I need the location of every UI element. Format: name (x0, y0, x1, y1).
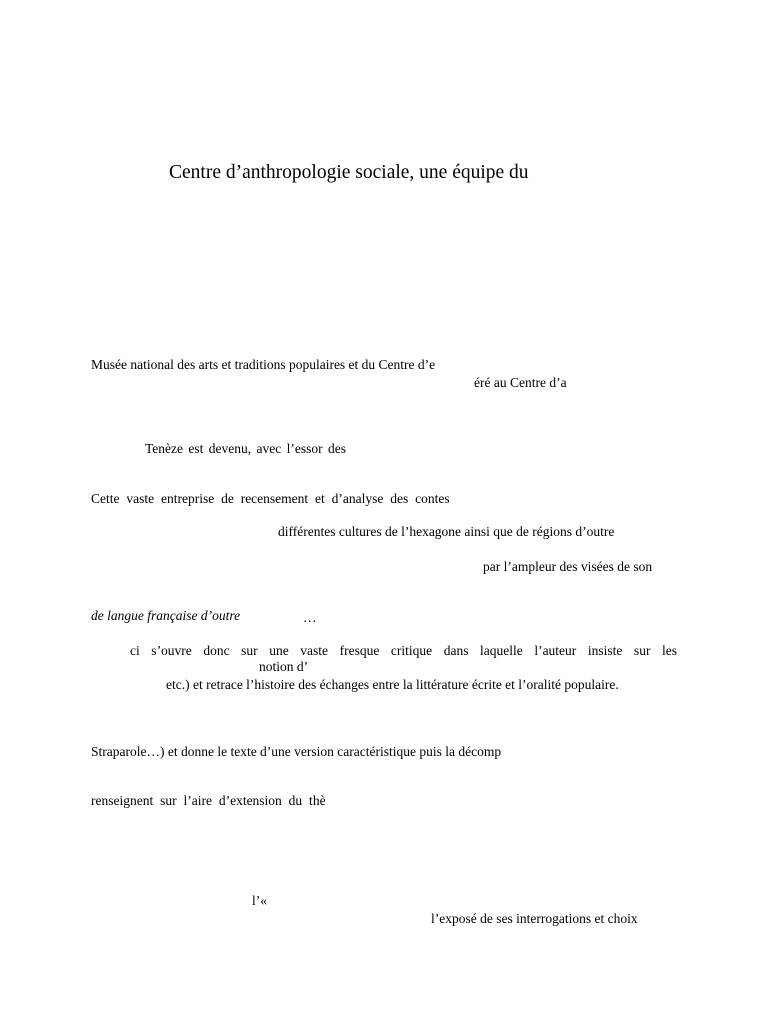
text-fragment: ci s’ouvre donc sur une vaste fresque critique dans laquelle l’auteur insiste sur les (130, 643, 677, 658)
text-fragment: Straparole…) et donne le texte d’une version caractéristique puis la décomp (91, 744, 502, 759)
text-fragment: renseignent sur l’aire d’extension du thè (91, 793, 326, 808)
text-fragment: … (303, 610, 317, 625)
text-fragment: Cette vaste entreprise de recensement et d’analyse des contes (91, 491, 450, 506)
text-fragment: etc.) et retrace l’histoire des échanges entre la littérature écrite et l’oralité populaire. (166, 677, 619, 692)
text-fragment: éré au Centre d’a (474, 375, 567, 390)
text-fragment: Musée national des arts et traditions populaires et du Centre d’e (91, 357, 436, 372)
text-fragment: par l’ampleur des visées de son (483, 559, 653, 574)
text-fragment: l’« (252, 893, 267, 908)
text-fragment: Tenèze est devenu, avec l’essor des (145, 441, 346, 456)
text-fragment: différentes cultures de l’hexagone ainsi que de régions d’outre (278, 524, 615, 539)
text-fragment: notion d’ (259, 659, 309, 674)
text-fragment: l’exposé de ses interrogations et choix (431, 911, 638, 926)
document-title: Centre d’anthropologie sociale, une équipe du (169, 162, 529, 183)
text-fragment-italic: de langue française d’outre (91, 608, 241, 623)
